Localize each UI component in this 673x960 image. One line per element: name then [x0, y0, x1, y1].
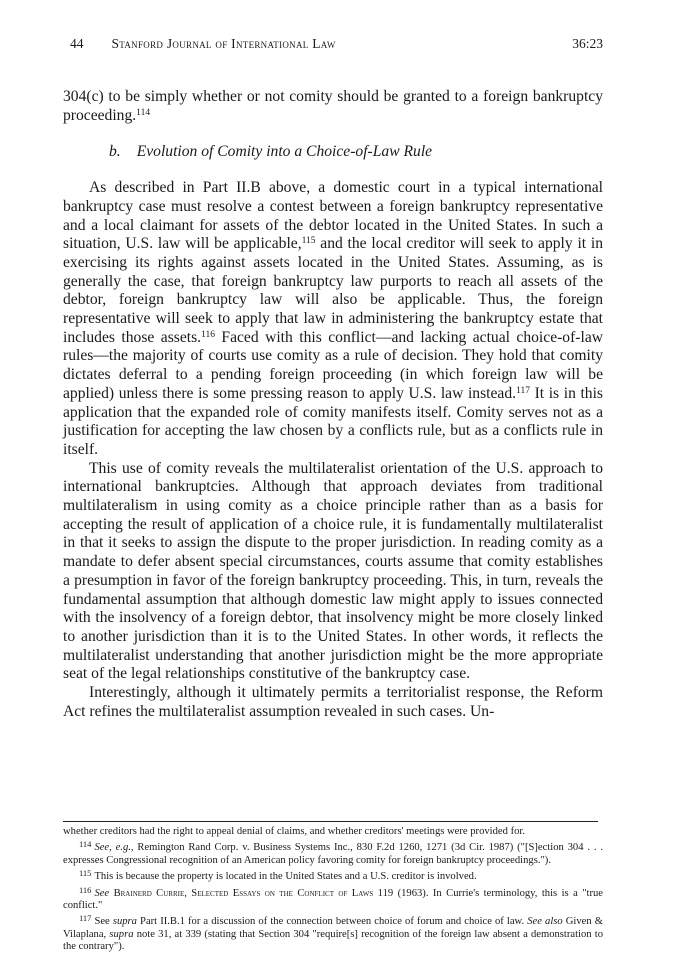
footnote-continuation: whether creditors had the right to appeal denial of claims, and whether creditors' meetings were provided for.: [63, 826, 525, 837]
subheading-number: b.: [109, 143, 121, 161]
footnote-ref: 114: [136, 107, 151, 118]
footnote-117: [63, 912, 603, 953]
footnote-number: 114: [79, 839, 92, 850]
paragraph-text: As described in Part II.B above, a domestic court in a typical international bankruptcy case must resolve a contest between a foreign bankruptcy representative and a local claimant for assets of the debtor located in the United States. In such a situation, U.S. law will be applicable,: [63, 179, 603, 253]
footnote-text: Part II.B.1 for a discussion of the connection between choice of forum and choice of law.: [136, 916, 528, 928]
body-text: [63, 88, 603, 722]
journal-title: Stanford Journal of International Law: [111, 36, 336, 51]
footnote-number: 116: [79, 884, 92, 895]
paragraph: [63, 179, 603, 460]
signal: See also: [527, 916, 563, 928]
section-subheading: [109, 143, 603, 162]
volume-number: 36:23: [572, 36, 603, 51]
footnote-text: Given & Vilaplana,: [63, 916, 603, 940]
footnote-116: [63, 884, 603, 913]
signal: See, e.g.,: [94, 842, 134, 854]
paragraph-text: and the local creditor will seek to apply it in exercising its rights against assets located in the United States. Assuming, as is generally the case, that foreign bankruptcy law purports to reach all assets of the debtor, foreign bankruptcy law will also be applicable. Thus, the foreign representative will seek to apply that law in administering the bankruptcy estate that includes those assets.: [63, 235, 603, 346]
footnote-114: [63, 838, 603, 867]
running-head: [70, 36, 603, 52]
footnotes: [63, 826, 603, 954]
footnote-ref: 117: [516, 385, 530, 396]
page-number: 44: [70, 36, 84, 51]
footnote-115: [63, 867, 603, 883]
footnote-text: See: [94, 916, 113, 928]
paragraph-text: Faced with this conflict—and lacking actual choice-of-law rules—the majority of courts use comity as a rule of decision. They hold that comity dictates deferral to a pending foreign proceeding (in which foreign law will be applied) unless there is some pressing reason to apply U.S. law instead.: [63, 328, 603, 402]
footnote-text: note 31, at 339 (stating that Section 304 "require[s] recognition of the foreign law absent a demonstration to the contrary").: [63, 928, 603, 953]
paragraph-continuation: [63, 88, 603, 125]
footnote-text: Remington Rand Corp. v. Business Systems Inc., 830 F.2d 1260, 1271 (3d Cir. 1987) ("[S]ection 304 . . . expresses Congressional recognition of an American policy favoring comity for foreign bankruptcy proceedings.").: [63, 842, 603, 866]
citation-source: Brainerd Currie, Selected Essays on the Conflict of Laws: [109, 887, 374, 899]
footnote-number: 115: [79, 868, 92, 879]
footnote-divider: [63, 821, 598, 822]
paragraph-text: It is in this application that the expanded role of comity manifests itself. Comity serves not as a justification for accepting the law chosen by a conflicts rule, but as a conflicts rule in itself.: [63, 384, 604, 458]
footnote-ref: 115: [301, 236, 316, 247]
subheading-title: Evolution of Comity into a Choice-of-Law Rule: [136, 143, 433, 161]
paragraph-text: 304(c) to be simply whether or not comity should be granted to a foreign bankruptcy proceeding.: [63, 88, 603, 124]
footnote-ref: 116: [201, 329, 215, 340]
footnote-text: 119 (1963). In Currie's terminology, this is a "true conflict.": [63, 887, 603, 912]
paragraph: This use of comity reveals the multilateralist orientation of the U.S. approach to international bankruptcies. Although that approach deviates from traditional multilateralism in using comity as a choice principle rather than as a basis for accepting the result of application of a choice rule, it is fundamentally multilateralist in that it seeks to assign the dispute to the proper jurisdiction. In reading comity as a mandate to defer absent special circumstances, courts assume that comity establishes a presumption in favor of the foreign bankruptcy proceeding. This, in turn, reveals the fundamental assumption that although domestic law might apply to issues connected with the insolvency of a foreign debtor, that insolvency might be more closely linked to another jurisdiction than it is to the United States. In other words, it reflects the multilateralist understanding that another jurisdiction might be the more appropriate seat of the legal relationships constitutive of the bankruptcy case.: [63, 459, 603, 683]
paragraph: Interestingly, although it ultimately permits a territorialist response, the Reform Act refines the multilateralist assumption revealed in such cases. Un-: [63, 684, 603, 720]
signal: See: [94, 887, 110, 899]
signal: supra: [109, 928, 134, 940]
footnote-text: This is because the property is located in the United States and a U.S. creditor is involved.: [94, 871, 477, 883]
signal: supra: [112, 916, 137, 928]
footnote-number: 117: [79, 913, 92, 924]
